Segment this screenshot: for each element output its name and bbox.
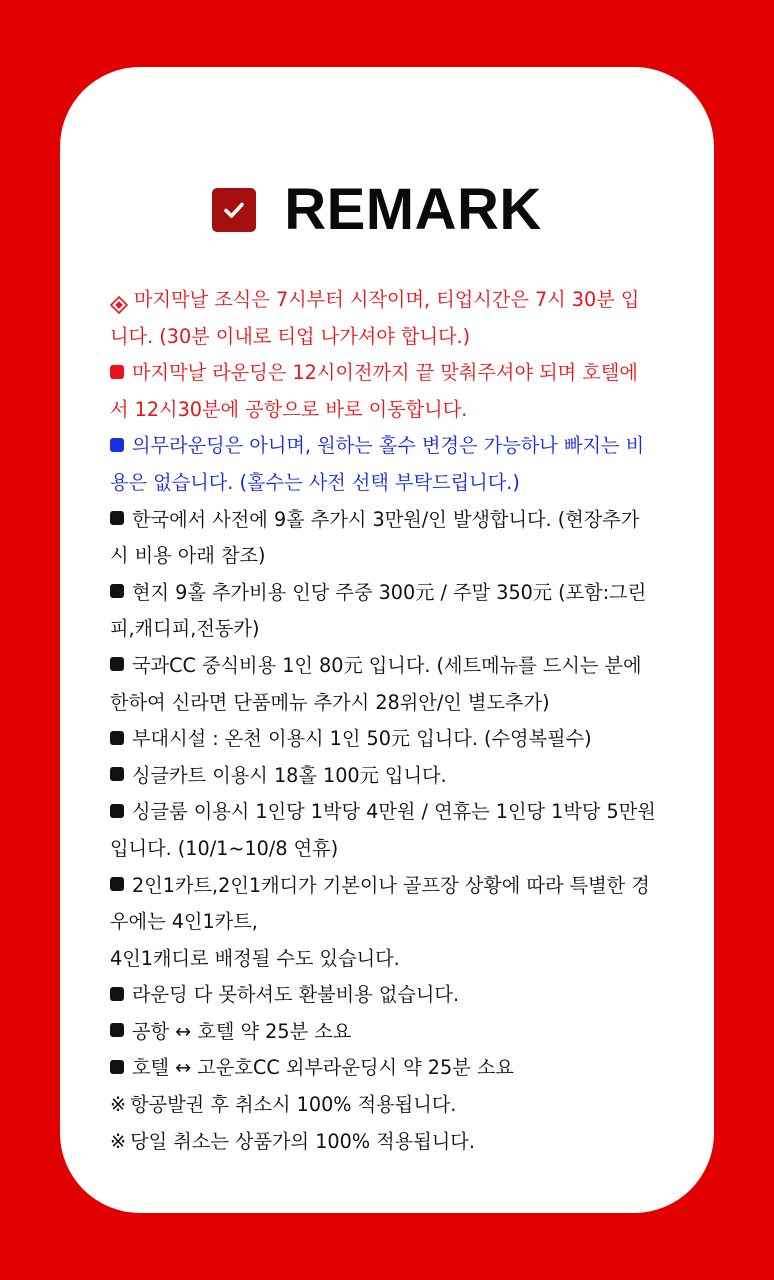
black-square-icon — [110, 657, 124, 671]
remark-line: 라운딩 다 못하셔도 환불비용 없습니다. — [110, 977, 670, 1014]
remark-line: 한국에서 사전에 9홀 추가시 3만원/인 발생합니다. (현장추가 — [110, 502, 670, 539]
black-square-icon — [110, 584, 124, 598]
remark-line: 한하여 신라면 단품메뉴 추가시 28위안/인 별도추가) — [110, 690, 550, 714]
remark-line: 싱글룸 이용시 1인당 1박당 4만원 / 연휴는 1인당 1박당 5만원 — [110, 794, 670, 831]
remark-line: 우에는 4인1카트, — [110, 910, 258, 934]
page-title: REMARK — [284, 177, 542, 242]
remark-line: 서 12시30분에 공항으로 바로 이동합니다. — [110, 397, 468, 421]
remark-line: 니다. (30분 이내로 티업 나가셔야 합니다.) — [110, 324, 471, 348]
remark-line: 의무라운딩은 아니며, 원하는 홀수 변경은 가능하나 빠지는 비 — [110, 428, 670, 465]
remark-line: 공항 ↔ 호텔 약 25분 소요 — [110, 1014, 670, 1051]
red-square-icon — [110, 365, 124, 379]
reference-mark: ※ — [110, 1129, 127, 1153]
black-square-icon — [110, 1060, 124, 1074]
black-square-icon — [110, 987, 124, 1001]
remark-line: 국과CC 중식비용 1인 80元 입니다. (세트메뉴를 드시는 분에 — [110, 648, 670, 685]
blue-square-icon — [110, 438, 124, 452]
reference-mark: ※ — [110, 1093, 127, 1117]
remark-line: 입니다. (10/1~10/8 연휴) — [110, 836, 339, 860]
remark-line: ※ 당일 취소는 상품가의 100% 적용됩니다. — [110, 1124, 670, 1161]
diamond-in-diamond-icon — [110, 290, 128, 308]
remark-line: 시 비용 아래 참조) — [110, 544, 266, 568]
black-square-icon — [110, 767, 124, 781]
black-square-icon — [110, 804, 124, 818]
black-square-icon — [110, 731, 124, 745]
title-row — [0, 177, 774, 242]
black-square-icon — [110, 511, 124, 525]
remark-list — [110, 282, 670, 1160]
black-square-icon — [110, 877, 124, 891]
remark-line: 마지막날 조식은 7시부터 시작이며, 티업시간은 7시 30분 입 — [110, 282, 670, 319]
checkbox-checked-icon — [212, 188, 256, 232]
remark-line: 4인1캐디로 배정될 수도 있습니다. — [110, 946, 400, 970]
remark-line: 피,캐디피,전동카) — [110, 617, 260, 641]
remark-line: 마지막날 라운딩은 12시이전까지 끝 맞춰주셔야 되며 호텔에 — [110, 355, 670, 392]
remark-line: 용은 없습니다. (홀수는 사전 선택 부탁드립니다.) — [110, 470, 520, 494]
black-square-icon — [110, 1023, 124, 1037]
remark-line: 부대시설 : 온천 이용시 1인 50元 입니다. (수영복필수) — [110, 721, 670, 758]
remark-line: 2인1카트,2인1캐디가 기본이나 골프장 상황에 따라 특별한 경 — [110, 868, 670, 905]
remark-line: 싱글카트 이용시 18홀 100元 입니다. — [110, 758, 670, 795]
remark-line: 호텔 ↔ 고운호CC 외부라운딩시 약 25분 소요 — [110, 1050, 670, 1087]
remark-line: ※ 항공발권 후 취소시 100% 적용됩니다. — [110, 1087, 670, 1124]
remark-line: 현지 9홀 추가비용 인당 주중 300元 / 주말 350元 (포함:그린 — [110, 575, 670, 612]
